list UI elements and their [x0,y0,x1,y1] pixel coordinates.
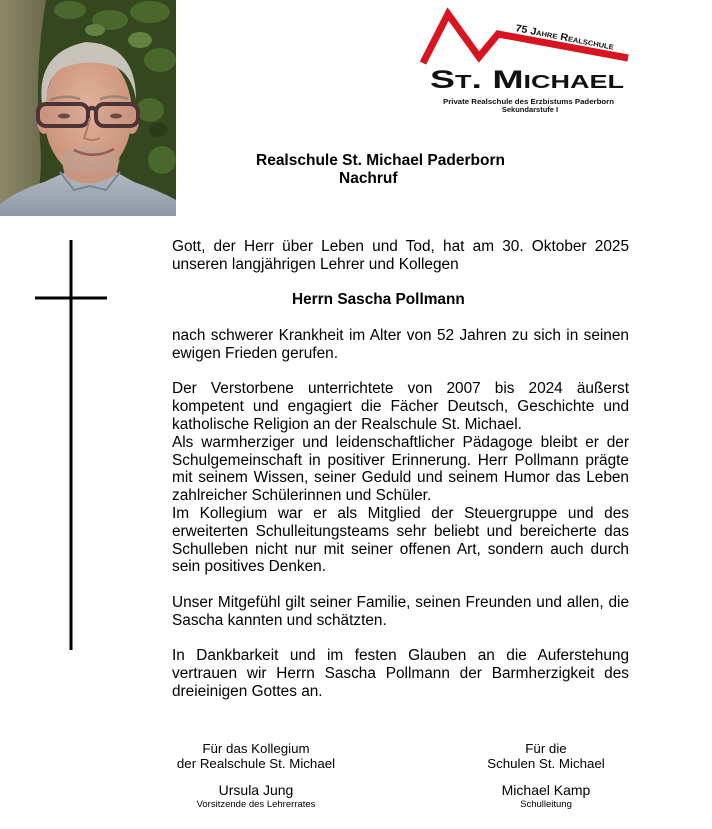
portrait-photo [0,0,176,216]
text-line: dreieinigen Gottes an. [172,682,323,700]
condolence-paragraph [172,594,629,630]
text-line: unseren langjährigen Lehrer und Kollegen [172,255,459,273]
page-title: Nachruf [339,170,398,188]
text-line: erweiterten Schulleitungsteams sehr beliebt und bereicherte das [172,522,629,540]
logo-level: Sekundarstufe I [501,105,559,114]
school-logo [420,0,640,120]
obituary-text [172,238,629,701]
eye-right [110,114,122,119]
signatory-name: Michael Kamp [501,782,591,798]
signature-line: Schulen St. Michael [487,756,605,771]
text-line: Schulgemeinschaft in positiver Erinnerung. Herr Pollmann prägte [172,451,629,469]
text-line: In Dankbarkeit und im festen Glauben an die Auferstehung [172,647,629,665]
signature-line: Für die [525,741,567,756]
text-line: Gott, der Herr über Leben und Tod, hat am 30. Oktober 2025 [172,238,629,255]
text-line: vertrauen wir Herrn Sascha Pollmann der Barmherzigkeit des [172,665,629,683]
text-line: Unser Mitgefühl gilt seiner Familie, seinen Freunden und allen, die [172,593,629,611]
text-line: zahlreicher Schülerinnen und Schüler. [172,487,432,505]
death-notice-paragraph [172,327,629,363]
text-line: kompetent und engagiert die Fächer Deutsch, Geschichte und [172,398,629,416]
text-line: mit seinem Wissen, seiner Geduld und seinem Humor das Leben [172,469,629,487]
signature-staff [146,741,366,810]
signatory-name: Ursula Jung [218,782,294,798]
logo-subtitle: Private Realschule des Erzbistums Paderborn [443,97,615,106]
latin-cross-icon [30,236,114,654]
text-line: Der Verstorbene unterrichtete von 2007 bis 2024 äußerst [172,380,629,398]
tribute-paragraph [172,380,629,576]
text-line: ewigen Frieden gerufen. [172,344,338,362]
intro-paragraph [172,238,629,274]
signatory-role: Schulleitung [520,799,572,810]
text-line: Als warmherziger und leidenschaftlicher Pädagoge bleibt er der [172,433,629,451]
text-line: nach schwerer Krankheit im Alter von 52 Jahren zu sich in seinen [172,326,629,344]
closing-paragraph [172,647,629,700]
logo-name: St. Michael [430,66,624,94]
signature-school [436,741,656,810]
signature-line: Für das Kollegium [202,741,310,756]
text-line: katholische Religion an der Realschule St. Michael. [172,415,522,433]
signature-line: der Realschule St. Michael [176,756,336,771]
text-line: sein positives Denken. [172,558,326,576]
text-line: Schulleben nicht nur mit seiner offenen Art, sondern auch durch [172,540,629,558]
eye-left [58,114,70,119]
school-heading: Realschule St. Michael Paderborn [256,152,505,170]
signatory-role: Vorsitzende des Lehrerrates [196,799,316,810]
text-line: Im Kollegium war er als Mitglied der Steuergruppe und des [172,504,629,522]
deceased-name: Herrn Sascha Pollmann [292,291,465,309]
logo-tagline: 75 Jahre Realschule [514,23,607,52]
text-line: Sascha kannten und schätzten. [172,611,387,629]
